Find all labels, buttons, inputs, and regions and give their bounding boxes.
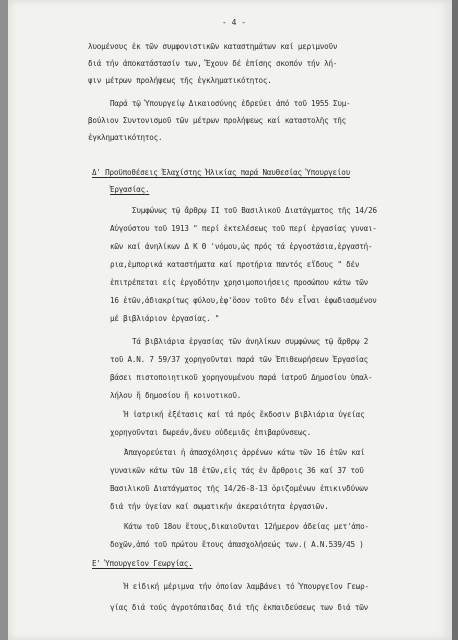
- text-line: Κάτω τοῦ 18ου ἔτους,δικαιοῦνται 12ήμερον ἀδείας μετ'ἀπο-: [124, 522, 369, 531]
- text-line: Τά βιβλιάρια ἐργασίας τῶν ἀνηλίκων συμφώνως τῷ ἄρθρῳ 2: [132, 337, 369, 346]
- page-edge-shadow: [452, 0, 458, 640]
- text-line: Παρά τῷ Ὑπουργείῳ Δικαιοσύνης ἑδρεύει ἀπό τοῦ 1955 Συμ-: [110, 99, 351, 108]
- text-line: Ἡ ἰατρική ἐξέτασις καί τά πρός ἔκδοσιν βιβλιάρια ὑγείας: [124, 410, 365, 419]
- text-line: Ἀπαγορεύεται ἡ ἀπασχόλησις ἀρρένων κάτω τῶν 16 ἐτῶν καί: [124, 448, 365, 457]
- text-line: βούλιον Συντονισμοῦ τῶν μέτρων προλήψεως καί καταστολῆς τῆς: [88, 116, 346, 125]
- text-line: διά τήν ἀποκατάστασίν των, Ἔχουν δέ ἐπίσης σκοπόν τήν λή-: [88, 59, 338, 68]
- text-line: 16 ἐτῶν,ἀδιακρίτως φύλου,ἐφ'ὅσον τοῦτο δέν εἶναι ἐφωδιασμένον: [110, 296, 377, 305]
- text-line: μέ βιβλιάριον ἐργασίας. ": [110, 314, 220, 323]
- section-heading-line: Ε' Ὑπουργεῖον Γεωργίας.: [92, 559, 193, 568]
- text-line: ἐπιτρέπεται εἰς ἐργοδότην χρησιμοποιήσεις προσώπου κάτω τῶν: [110, 278, 368, 287]
- text-line: ρια,ἐμπορικά καταστήματα καί προτήρια παντός εἴδους " δέν: [110, 260, 360, 269]
- text-line: Ἡ εἰδική μέριμνα τήν ὁποίαν λαμβάνει τό Ὑπουργεῖον Γεωρ-: [124, 582, 369, 591]
- text-line: διά τήν ὑγείαν καί σωματικήν ἀκεραιότητα ἐργασιῶν.: [110, 502, 329, 511]
- text-line: γυναικῶν κάτω τῶν 18 ἐτῶν,εἰς τάς ἐν ἄρθροις 36 καί 37 τοῦ: [110, 466, 364, 475]
- text-line: γίας διά τούς ἀγροτόπαιδας διά τῆς ἐκπαιδεύσεως των διά τῶν: [110, 603, 368, 612]
- page-number: - 4 -: [222, 18, 247, 27]
- text-line: λυομένους ἐκ τῶν συμφονιστικῶν καταστημάτων καί μεριμνοῦν: [88, 42, 338, 51]
- text-line: Συμφώνως τῷ ἄρθρῳ ΙΙ τοῦ Βασιλικοῦ Διατάγματος τῆς 14/26: [132, 206, 377, 215]
- text-line: Βασιλικοῦ Διατάγματος τῆς 14/26-8-13 ὁριζομένων ἐπικινδύνων: [110, 484, 368, 493]
- text-line: ἐγκληματικότητος.: [88, 133, 163, 142]
- section-heading-line: Δ' Προϋποθέσεις Ἐλαχίστης Ἡλικίας παρά Ναυθεσίας Ὑπουργείου: [92, 168, 350, 177]
- section-heading-line: Ἐργασίας.: [110, 185, 150, 194]
- text-line: ψιν μέτρων προλήψεως τῆς ἐγκληματικότητος.: [88, 76, 272, 85]
- text-line: λήλου ἤ δημοσίου ἤ κοινοτικοῦ.: [110, 391, 242, 400]
- text-line: βάσει πιστοποιητικοῦ χορηγουμένου παρά ἰατροῦ Δημοσίου ὑπαλ-: [110, 373, 373, 382]
- text-line: Αὐγούστου τοῦ 1913 " περί ἐκτελέσεως τοῦ περί ἐργασίας γυναι-: [110, 224, 377, 233]
- text-line: χορηγοῦνται δωρεάν,ἄνευ οὐδεμιᾶς ἐπιβαρύνσεως.: [110, 428, 312, 437]
- text-line: κῶν καί ἀνηλίκων Δ Κ Θ 'νόμου,ὡς πρός τά ἐργοστάσια,ἐργαστή-: [110, 242, 373, 251]
- text-line: τοῦ Α.Ν. 7 59/37 χορηγοῦνται παρά τῶν Ἐπιθεωρήσεων Ἐργασίας: [110, 355, 368, 364]
- text-line: δοχῶν,ἀπό τοῦ πρώτου ἔτους ἀπασχολήσεώς των.( Α.Ν.539/45 ): [110, 540, 364, 549]
